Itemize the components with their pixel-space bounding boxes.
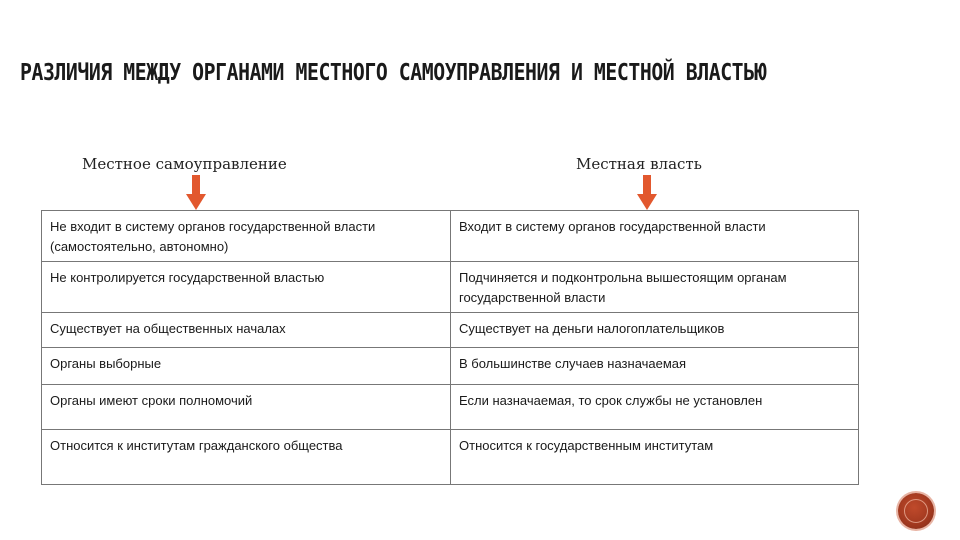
- column-header-local-authority: Местная власть: [576, 155, 702, 173]
- table-cell-left: Органы выборные: [42, 348, 451, 385]
- table-cell-left: Относится к институтам гражданского общества: [42, 430, 451, 485]
- arrow-down-icon: [636, 175, 658, 211]
- table-cell-right: В большинстве случаев назначаемая: [451, 348, 859, 385]
- table-row: [42, 348, 859, 385]
- table-cell-right: Существует на деньги налогоплательщиков: [451, 313, 859, 348]
- arrow-down-icon: [185, 175, 207, 211]
- table-cell-right: Входит в систему органов государственной власти: [451, 211, 859, 262]
- table-cell-left: Органы имеют сроки полномочий: [42, 385, 451, 430]
- table-row: [42, 262, 859, 313]
- comparison-table: [41, 210, 859, 485]
- table-row: [42, 211, 859, 262]
- table-cell-right: Относится к государственным институтам: [451, 430, 859, 485]
- table-cell-right: Подчиняется и подконтрольна вышестоящим органам государственной власти: [451, 262, 859, 313]
- table-cell-left: Не контролируется государственной властью: [42, 262, 451, 313]
- seal-logo-icon: [898, 493, 934, 529]
- slide-title: РАЗЛИЧИЯ МЕЖДУ ОРГАНАМИ МЕСТНОГО САМОУПРАВЛЕНИЯ И МЕСТНОЙ ВЛАСТЬЮ: [20, 60, 767, 86]
- table-cell-right: Если назначаемая, то срок службы не установлен: [451, 385, 859, 430]
- table-cell-left: Не входит в систему органов государственной власти (самостоятельно, автономно): [42, 211, 451, 262]
- table-row: [42, 385, 859, 430]
- table-row: [42, 430, 859, 485]
- table-row: [42, 313, 859, 348]
- column-header-local-self-government: Местное самоуправление: [82, 155, 287, 173]
- table-cell-left: Существует на общественных началах: [42, 313, 451, 348]
